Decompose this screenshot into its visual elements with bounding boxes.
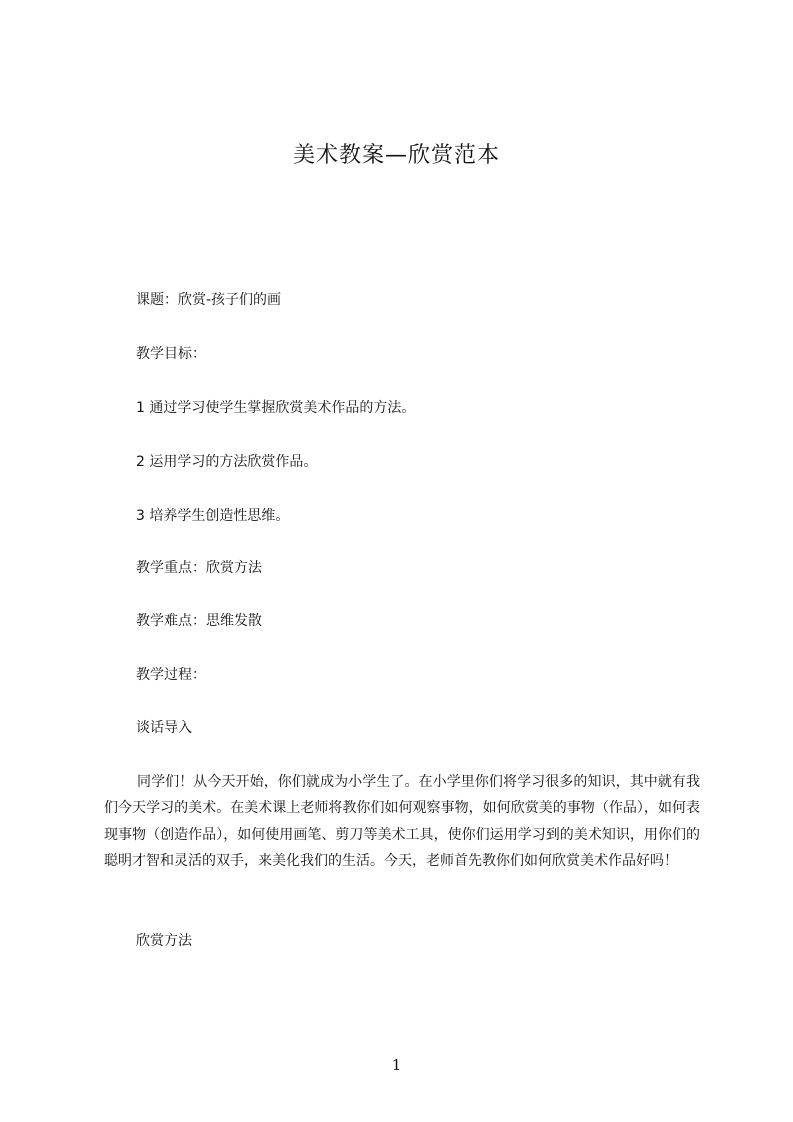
teaching-difficulty-line: 教学难点：思维发散 xyxy=(136,613,262,629)
document-title: 美术教案—欣赏范本 xyxy=(292,143,500,168)
teaching-goals-heading: 教学目标： xyxy=(136,346,206,362)
goal-item-3: 3 培养学生创造性思维。 xyxy=(136,508,290,524)
lesson-topic-line: 课题：欣赏-孩子们的画 xyxy=(136,292,282,308)
goal-item-1: 1 通过学习使学生掌握欣赏美术作品的方法。 xyxy=(136,400,416,416)
page-number: 1 xyxy=(391,1056,402,1074)
appreciation-method-heading: 欣赏方法 xyxy=(136,933,192,949)
teaching-process-heading: 教学过程： xyxy=(136,667,206,683)
goal-item-2: 2 运用学习的方法欣赏作品。 xyxy=(136,454,318,470)
intro-paragraph: 同学们！从今天开始，你们就成为小学生了。在小学里你们将学习很多的知识，其中就有我们今天学习的美术。在美术课上老师将教你们如何观察事物，如何欣赏美的事物（作品），如何表现事物（创造作品），如何使用画笔、剪刀等美术工具，使你们运用学习到的美术知识，用你们的聪明才智和灵活的双手，来美化我们的生活。今天，老师首先教你们如何欣赏美术作品好吗！ xyxy=(104,774,700,870)
teaching-focus-line: 教学重点：欣赏方法 xyxy=(136,560,262,576)
intro-talk-heading: 谈话导入 xyxy=(136,720,192,736)
